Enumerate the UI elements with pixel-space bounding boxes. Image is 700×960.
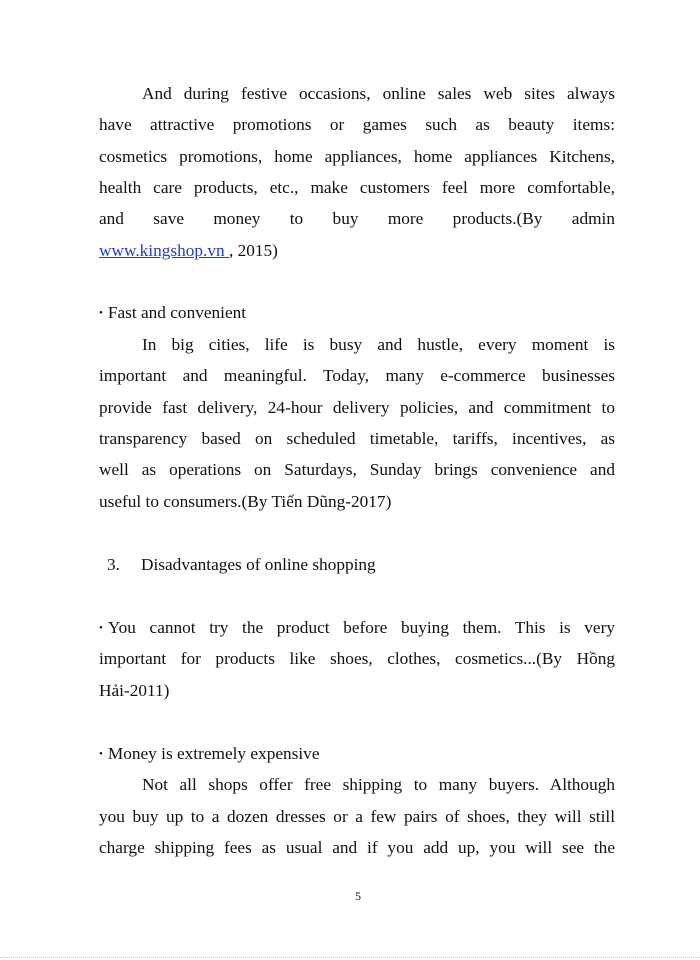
kingshop-link[interactable]: www.kingshop.vn: [99, 241, 229, 260]
bullet-text: You cannot try the product before buying them. This is very: [107, 618, 615, 637]
page-number: 5: [355, 889, 361, 903]
bullet-heading-fast: [99, 302, 615, 324]
section-heading-3: [107, 554, 376, 576]
paragraph-line: health care products, etc., make customers feel more comfortable,: [99, 178, 615, 197]
section-title: Disadvantages of online shopping: [141, 555, 376, 574]
bullet-icon: •: [99, 307, 103, 319]
paragraph-line: [99, 240, 615, 262]
citation-tail: , 2015): [228, 241, 278, 260]
paragraph-line: cosmetics promotions, home appliances, home appliances Kitchens,: [99, 147, 615, 166]
paragraph-line: important and meaningful. Today, many e-commerce businesses: [99, 366, 615, 385]
bullet-icon: •: [99, 748, 103, 760]
page-bottom-edge: [0, 957, 700, 958]
bullet-title: Money is extremely expensive: [107, 744, 320, 763]
paragraph-line: charge shipping fees as usual and if you add up, you will see the: [99, 838, 615, 857]
paragraph-line: And during festive occasions, online sales web sites always: [142, 84, 615, 103]
paragraph-line: you buy up to a dozen dresses or a few pairs of shoes, they will still: [99, 807, 615, 826]
paragraph-line: well as operations on Saturdays, Sunday brings convenience and: [99, 460, 615, 479]
paragraph-line: important for products like shoes, clothes, cosmetics...(By Hồng: [99, 649, 615, 668]
bullet-line-try: [99, 617, 615, 639]
paragraph-line: and save money to buy more products.(By admin: [99, 209, 615, 228]
paragraph-line: have attractive promotions or games such as beauty items:: [99, 115, 615, 134]
paragraph-line: transparency based on scheduled timetable, tariffs, incentives, as: [99, 429, 615, 448]
paragraph-line: useful to consumers.(By Tiến Dũng-2017): [99, 492, 392, 511]
section-number: 3.: [107, 555, 120, 574]
paragraph-line: Hải-2011): [99, 681, 170, 700]
bullet-heading-money: [99, 743, 615, 765]
paragraph-line: Not all shops offer free shipping to many buyers. Although: [142, 775, 615, 794]
bullet-icon: •: [99, 622, 103, 634]
paragraph-line: In big cities, life is busy and hustle, every moment is: [142, 335, 615, 354]
paragraph-line: provide fast delivery, 24-hour delivery policies, and commitment to: [99, 398, 615, 417]
bullet-title: Fast and convenient: [107, 303, 247, 322]
